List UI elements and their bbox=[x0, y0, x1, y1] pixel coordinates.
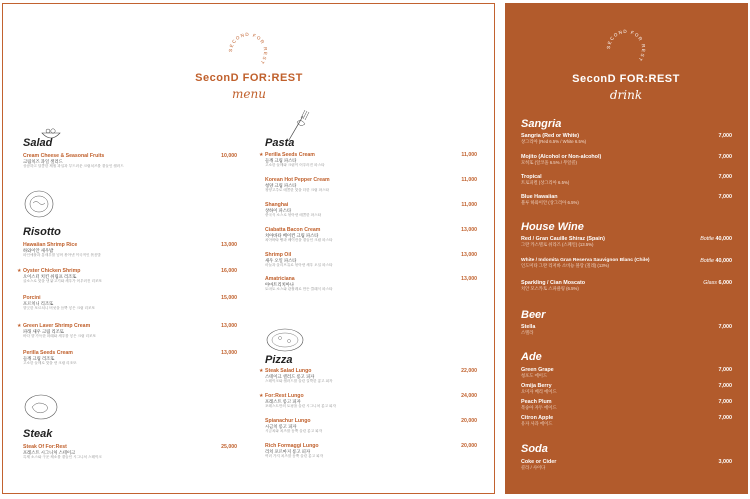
item-name: Peach Plum bbox=[521, 399, 552, 405]
item-korean: 청양 크림 파스타 bbox=[265, 183, 297, 188]
menu-item bbox=[265, 443, 477, 459]
item-price: 7,000 bbox=[718, 367, 732, 373]
item-name: Green Grape bbox=[521, 367, 554, 373]
item-korean: 복숭아 자두 에이드 bbox=[521, 405, 557, 410]
item-desc: 향긋한 포르치니 버섯을 듬뿍 넣은 크림 리조또 bbox=[23, 306, 95, 311]
menu-item bbox=[23, 153, 237, 169]
item-name: White / Indomita Gran Reserva Sauvignon Blanc (Chile) bbox=[521, 258, 650, 263]
item-desc: 고소한 들깨로 맛을 낸 크림 리조또 bbox=[23, 361, 77, 366]
item-korean: 들깨 크림 리조또 bbox=[23, 356, 55, 361]
item-name: Cream Cheese & Seasonal Fruits bbox=[23, 153, 105, 159]
brand-title: SeconD FOR:REST bbox=[572, 73, 680, 85]
menu-item bbox=[265, 177, 477, 193]
item-korean: 인도미타 그란 리저바 소비뇽 블랑 (칠레) (13%) bbox=[521, 263, 609, 268]
menu-item bbox=[259, 393, 477, 409]
item-unit: Bottle bbox=[700, 236, 714, 242]
item-price: 25,000 bbox=[221, 444, 237, 450]
item-name: Shrimp Oil bbox=[265, 252, 292, 258]
item-korean: 치안 모스카토 스파클링 (6.5%) bbox=[521, 286, 579, 291]
section-title-soda: Soda bbox=[521, 443, 548, 455]
menu-item bbox=[521, 194, 732, 206]
item-name: Coke or Cider bbox=[521, 459, 557, 465]
item-desc: 청양고추로 매콤한 맛을 더한 크림 파스타 bbox=[265, 188, 330, 193]
item-name: Tropical bbox=[521, 174, 542, 180]
item-korean: 새우 오일 파스타 bbox=[265, 258, 297, 263]
item-name: Spianachur Lungo bbox=[265, 418, 311, 424]
item-name: Porcini bbox=[23, 295, 41, 301]
menu-item bbox=[259, 152, 477, 168]
menu-item bbox=[265, 276, 477, 292]
item-price: 7,000 bbox=[718, 383, 732, 389]
item-korean: 청포도 에이드 bbox=[521, 373, 548, 378]
item-korean: 오이스터 치킨 쉬림프 리조또 bbox=[23, 274, 77, 279]
risotto-plate-illustration bbox=[23, 189, 55, 219]
item-desc: 굴소스로 맛을 낸 닭고기와 새우가 어우러진 리조또 bbox=[23, 279, 102, 284]
section-title-salad: Salad bbox=[23, 137, 53, 149]
item-korean: 포레스트 롱고 피자 bbox=[265, 399, 301, 404]
item-korean: 치아바타 베이컨 크림 파스타 bbox=[265, 233, 319, 238]
item-korean: 스텔라 bbox=[521, 330, 534, 335]
item-price-value: 40,000 bbox=[715, 258, 732, 264]
item-price: 11,000 bbox=[461, 177, 477, 183]
section-title-pasta: Pasta bbox=[265, 137, 295, 149]
menu-item bbox=[17, 323, 237, 339]
steak-plate-illustration bbox=[23, 391, 59, 421]
item-name: Green Laver Shrimp Cream bbox=[23, 323, 91, 329]
item-korean: 블루 하와이안 (상그리아 6.5%) bbox=[521, 200, 579, 205]
item-desc: 파인애플과 통새우를 넣어 볶아낸 이국적인 볶음밥 bbox=[23, 253, 101, 258]
recommend-star-icon: ★ bbox=[17, 323, 22, 329]
item-desc: 마늘과 올리브유로 볶아낸 새우 오일 파스타 bbox=[265, 263, 333, 268]
item-korean: 파래 새우 크림 리조또 bbox=[23, 329, 64, 334]
item-desc: 상큼하고 달콤한 제철 과일과 부드러운 크림치즈를 곁들인 샐러드 bbox=[23, 164, 124, 169]
recommend-star-icon: ★ bbox=[259, 393, 264, 399]
item-price: 16,000 bbox=[221, 268, 237, 274]
item-desc: 포레스트만의 토핑을 올린 시그니처 롱고 피자 bbox=[265, 404, 336, 409]
item-name: Red / Gran Cauille Shiraz (Spain) bbox=[521, 236, 605, 242]
item-name: Perilla Seeds Cream bbox=[265, 152, 315, 158]
item-desc: 특제 소스와 구운 채소를 곁들인 시그니처 스테이크 bbox=[23, 455, 102, 460]
item-name: Ciabatta Bacon Cream bbox=[265, 227, 321, 233]
menu-item bbox=[23, 242, 237, 258]
item-price: 7,000 bbox=[718, 324, 732, 330]
item-price: 24,000 bbox=[461, 393, 477, 399]
section-title-risotto: Risotto bbox=[23, 226, 61, 238]
item-name: Steak Salad Lungo bbox=[265, 368, 312, 374]
section-title-pizza: Pizza bbox=[265, 354, 293, 366]
section-title-steak: Steak bbox=[23, 428, 53, 440]
item-price bbox=[700, 236, 732, 242]
brand-title: SeconD FOR:REST bbox=[195, 72, 303, 84]
item-korean: 포레스트 시그니처 스테이크 bbox=[23, 450, 76, 455]
menu-item bbox=[521, 258, 732, 269]
brand-ring-logo bbox=[603, 26, 649, 72]
item-korean: 포르치니 리조또 bbox=[23, 301, 54, 306]
item-price: 13,000 bbox=[461, 252, 477, 258]
item-name: Rich Formaggi Lungo bbox=[265, 443, 319, 449]
item-korean: 크림치즈 과일 샐러드 bbox=[23, 159, 63, 164]
item-korean: 하와이안 새우밥 bbox=[23, 248, 54, 253]
menu-item bbox=[23, 444, 237, 460]
item-name: Stella bbox=[521, 324, 536, 330]
recommend-star-icon: ★ bbox=[17, 268, 22, 274]
recommend-star-icon: ★ bbox=[259, 152, 264, 158]
item-korean: 그란 카스텔로 쉬라즈 (스페인) (13.5%) bbox=[521, 242, 594, 247]
item-price: 7,000 bbox=[718, 399, 732, 405]
item-desc: 중국식 소스로 볶아낸 매콤한 파스타 bbox=[265, 213, 322, 218]
item-desc: 스테이크와 샐러드를 올린 길쭉한 롱고 피자 bbox=[265, 379, 333, 384]
item-price bbox=[700, 258, 732, 264]
menu-item bbox=[23, 350, 237, 366]
item-price bbox=[703, 280, 732, 286]
pizza-illustration bbox=[265, 326, 305, 354]
section-title-sangria: Sangria bbox=[521, 118, 562, 130]
item-price: 22,000 bbox=[461, 368, 477, 374]
menu-item bbox=[265, 227, 477, 243]
drink-menu-panel bbox=[505, 3, 748, 494]
menu-item bbox=[521, 280, 732, 292]
item-desc: 여러 가지 치즈를 듬뿍 올린 롱고 피자 bbox=[265, 454, 324, 459]
item-name: Blue Hawaiian bbox=[521, 194, 558, 200]
menu-item bbox=[521, 236, 732, 248]
item-price-value: 6,000 bbox=[718, 280, 732, 286]
item-name: Citron Apple bbox=[521, 415, 554, 421]
drink-subtitle: drink bbox=[609, 88, 643, 102]
menu-item bbox=[521, 174, 732, 186]
item-price: 11,000 bbox=[461, 202, 477, 208]
item-name: Omija Berry bbox=[521, 383, 552, 389]
item-name: Korean Hot Pepper Cream bbox=[265, 177, 330, 183]
item-price: 10,000 bbox=[221, 153, 237, 159]
menu-item bbox=[17, 268, 237, 284]
item-price: 13,000 bbox=[461, 276, 477, 282]
item-name: Steak Of For:Rest bbox=[23, 444, 67, 450]
item-price: 7,000 bbox=[718, 174, 732, 180]
menu-item bbox=[521, 415, 732, 427]
menu-subtitle: menu bbox=[232, 87, 266, 101]
section-title-house-wine: House Wine bbox=[521, 221, 584, 233]
item-price: 13,000 bbox=[221, 350, 237, 356]
item-desc: 시금치와 치즈를 듬뿍 올린 롱고 피자 bbox=[265, 429, 323, 434]
item-desc: 치아바타 빵과 베이컨을 곁들인 크림 파스타 bbox=[265, 238, 333, 243]
item-price: 13,000 bbox=[221, 242, 237, 248]
item-korean: 들깨 크림 파스타 bbox=[265, 158, 297, 163]
item-korean: 모히또 (알코올 6.5% / 무알콜) bbox=[521, 160, 577, 165]
item-unit: Bottle bbox=[700, 258, 714, 264]
recommend-star-icon: ★ bbox=[259, 368, 264, 374]
menu-item bbox=[521, 154, 732, 166]
item-name: Sparkling / Cian Moscato bbox=[521, 280, 586, 286]
item-korean: 상그리아 (Red 6.5% / White 6.5%) bbox=[521, 139, 587, 144]
item-price: 7,000 bbox=[718, 133, 732, 139]
item-name: Mojito (Alcohol or Non-alcohol) bbox=[521, 154, 602, 160]
item-price: 7,000 bbox=[718, 194, 732, 200]
item-name: Sangria (Red or White) bbox=[521, 133, 580, 139]
item-korean: 시금치 롱고 피자 bbox=[265, 424, 297, 429]
item-name: Shanghai bbox=[265, 202, 289, 208]
item-price: 3,000 bbox=[718, 459, 732, 465]
item-name: Oyster Chicken Shrimp bbox=[23, 268, 81, 274]
item-desc: 토마토 소스와 관찰레로 만든 클래식 파스타 bbox=[265, 287, 333, 292]
item-korean: 오미자 베리 에이드 bbox=[521, 389, 557, 394]
menu-item bbox=[265, 252, 477, 268]
menu-item bbox=[521, 367, 732, 379]
item-korean: 아마트리치아나 bbox=[265, 282, 295, 287]
item-price: 13,000 bbox=[461, 227, 477, 233]
item-name: For:Rest Lungo bbox=[265, 393, 304, 399]
item-price: 15,000 bbox=[221, 295, 237, 301]
item-name: Hawaiian Shrimp Rice bbox=[23, 242, 78, 248]
menu-item bbox=[259, 368, 477, 384]
item-unit: Glass bbox=[703, 280, 717, 286]
menu-item bbox=[23, 295, 237, 311]
menu-item bbox=[521, 383, 732, 395]
item-korean: 트로피컬 (상그리아 6.5%) bbox=[521, 180, 570, 185]
menu-item bbox=[265, 202, 477, 218]
item-korean: 상하이 파스타 bbox=[265, 208, 292, 213]
item-korean: 스테이크 샐러드 롱고 피자 bbox=[265, 374, 315, 379]
item-price: 20,000 bbox=[461, 443, 477, 449]
item-price: 7,000 bbox=[718, 415, 732, 421]
item-korean: 콜라 / 사이다 bbox=[521, 465, 546, 470]
item-name: Perilla Seeds Cream bbox=[23, 350, 73, 356]
item-price-value: 40,000 bbox=[715, 236, 732, 242]
item-price: 20,000 bbox=[461, 418, 477, 424]
brand-ring-logo bbox=[225, 29, 271, 75]
item-korean: 리치 포르마지 롱고 피자 bbox=[265, 449, 311, 454]
item-price: 13,000 bbox=[221, 323, 237, 329]
section-title-beer: Beer bbox=[521, 309, 546, 321]
food-menu-panel bbox=[2, 3, 495, 494]
item-desc: 바다 향 가득한 파래와 새우를 넣은 크림 리조또 bbox=[23, 334, 96, 339]
section-title-ade: Ade bbox=[521, 351, 542, 363]
item-korean: 유자 사과 에이드 bbox=[521, 421, 553, 426]
menu-item bbox=[521, 324, 732, 336]
svg-text:SECOND FOR REST: SECOND FOR REST bbox=[605, 28, 647, 63]
item-price: 7,000 bbox=[718, 154, 732, 160]
item-desc: 고소한 들깨와 크림이 어우러진 파스타 bbox=[265, 163, 325, 168]
menu-item bbox=[265, 418, 477, 434]
menu-item bbox=[521, 459, 732, 471]
svg-text:SECOND FOR REST: SECOND FOR REST bbox=[227, 31, 269, 66]
item-name: Amatriciana bbox=[265, 276, 295, 282]
menu-item bbox=[521, 399, 732, 411]
menu-item bbox=[521, 133, 732, 145]
item-price: 11,000 bbox=[461, 152, 477, 158]
